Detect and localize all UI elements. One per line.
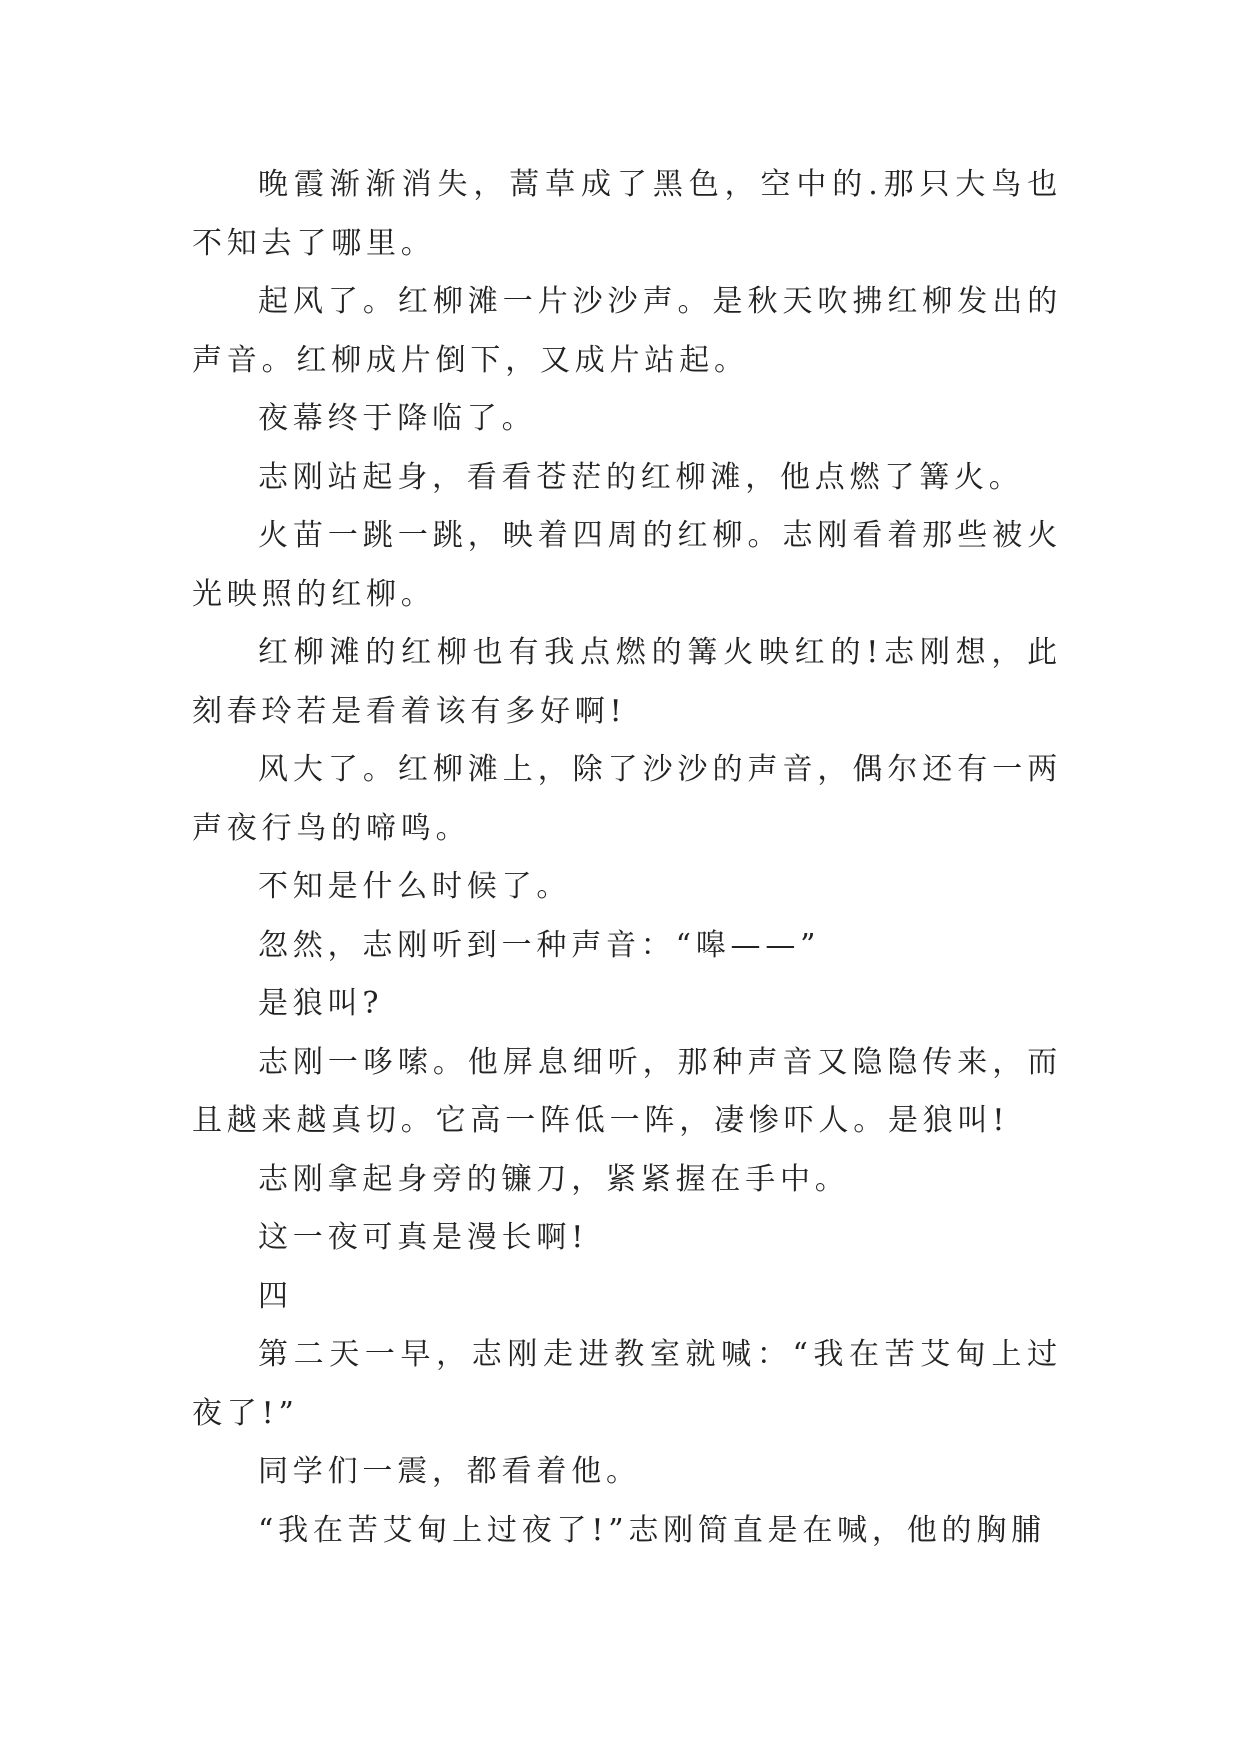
- paragraph-15: 第二天一早，志刚走进教室就喊：“我在苦艾甸上过夜了!”: [192, 1337, 1062, 1431]
- paragraph-3: 夜幕终于降临了。: [258, 401, 537, 436]
- paragraph-7: 风大了。红柳滩上，除了沙沙的声音，偶尔还有一两声夜行鸟的啼鸣。: [192, 752, 1062, 846]
- paragraph-1: 晚霞渐渐消失，蒿草成了黑色，空中的.那只大鸟也不知去了哪里。: [192, 167, 1062, 261]
- paragraph-4: 志刚站起身，看看苍茫的红柳滩，他点燃了篝火。: [258, 459, 1024, 495]
- paragraph-13: 这一夜可真是漫长啊!: [258, 1220, 589, 1255]
- paragraph-12: 志刚拿起身旁的镰刀，紧紧握在手中。: [258, 1161, 850, 1197]
- paragraph-16: 同学们一震，都看着他。: [258, 1454, 641, 1489]
- paragraph-17: “我在苦艾甸上过夜了!”志刚简直是在喊，他的胸脯: [258, 1512, 1046, 1548]
- paragraph-5: 火苗一跳一跳，映着四周的红柳。志刚看着那些被火光映照的红柳。: [192, 518, 1062, 612]
- story-text: [192, 156, 1062, 1560]
- paragraph-9: 忽然，志刚听到一种声音：“嗥——”: [258, 927, 821, 963]
- paragraph-6: 红柳滩的红柳也有我点燃的篝火映红的!志刚想，此刻春玲若是看着该有多好啊!: [192, 635, 1062, 729]
- paragraph-8: 不知是什么时候了。: [258, 869, 572, 904]
- paragraph-11: 志刚一哆嗦。他屏息细听，那种声音又隐隐传来，而且越来越真切。它高一阵低一阵，凄惨吓人。是狼叫!: [192, 1044, 1062, 1138]
- paragraph-2: 起风了。红柳滩一片沙沙声。是秋天吹拂红柳发出的声音。红柳成片倒下，又成片站起。: [192, 284, 1062, 378]
- paragraph-10: 是狼叫?: [258, 986, 384, 1021]
- section-heading: 四: [258, 1278, 293, 1314]
